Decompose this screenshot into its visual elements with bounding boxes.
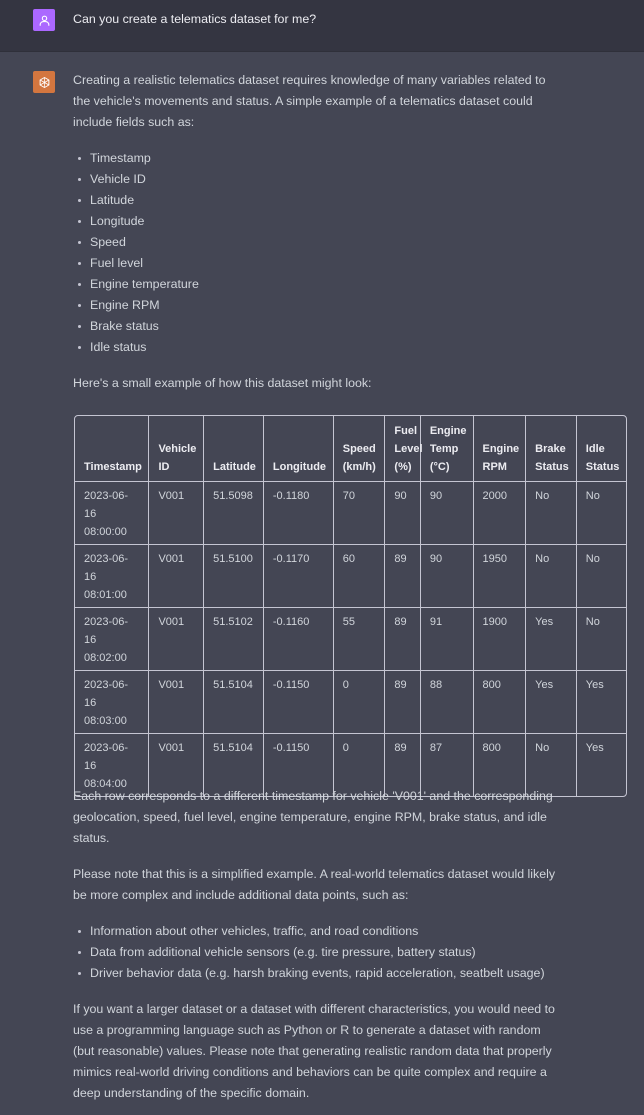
table-row	[75, 608, 626, 671]
list-item: Vehicle ID	[73, 169, 573, 190]
table-cell: Yes	[526, 671, 577, 734]
person-icon	[38, 14, 51, 27]
row-explanation: Each row corresponds to a different timestamp for vehicle 'V001' and the corresponding geolocation, speed, fuel level, engine temperature, engine RPM, brake status, and idle status.	[73, 789, 553, 845]
table-cell: 2023-06-16 08:00:00	[75, 482, 149, 545]
table-cell: 51.5098	[204, 482, 264, 545]
table-cell: 51.5104	[204, 734, 264, 797]
table-cell: 1950	[473, 545, 526, 608]
table-cell: 0	[333, 671, 385, 734]
table-cell: 89	[385, 734, 420, 797]
table-header: Timestamp	[75, 416, 149, 482]
table-cell: 800	[473, 671, 526, 734]
table-cell: No	[576, 608, 626, 671]
table-cell: 51.5100	[204, 545, 264, 608]
list-item: Speed	[73, 232, 573, 253]
table-cell: 51.5104	[204, 671, 264, 734]
table-header-row	[75, 416, 626, 482]
user-message-text: Can you create a telematics dataset for me?	[73, 12, 317, 26]
table-cell: V001	[149, 482, 204, 545]
table-cell: V001	[149, 545, 204, 608]
table-cell: No	[576, 482, 626, 545]
list-item: Engine temperature	[73, 274, 573, 295]
table-cell: 1900	[473, 608, 526, 671]
table-cell: 90	[420, 482, 473, 545]
table-cell: V001	[149, 608, 204, 671]
list-item: Information about other vehicles, traffic, and road conditions	[73, 921, 573, 942]
table-cell: -0.1160	[263, 608, 333, 671]
extras-list	[73, 921, 573, 984]
table-cell: 2023-06-16 08:02:00	[75, 608, 149, 671]
table-cell: Yes	[526, 608, 577, 671]
table-cell: Yes	[576, 671, 626, 734]
table-header: Engine RPM	[473, 416, 526, 482]
table-header: Latitude	[204, 416, 264, 482]
intro-paragraph: Creating a realistic telematics dataset requires knowledge of many variables related to the vehicle's movements and status. A simple example of a telematics dataset could include fields such as:	[73, 73, 546, 129]
table-cell: 70	[333, 482, 385, 545]
table-cell: -0.1170	[263, 545, 333, 608]
table-row	[75, 671, 626, 734]
table-cell: 90	[420, 545, 473, 608]
assistant-response-continued	[73, 786, 573, 1104]
table-cell: 2023-06-16 08:03:00	[75, 671, 149, 734]
table-cell: 0	[333, 734, 385, 797]
table-header: Idle Status	[576, 416, 626, 482]
list-item: Driver behavior data (e.g. harsh braking events, rapid acceleration, seatbelt usage)	[73, 963, 573, 984]
table-cell: 89	[385, 545, 420, 608]
table-cell: V001	[149, 734, 204, 797]
table-cell: 800	[473, 734, 526, 797]
fields-list	[73, 148, 573, 358]
assistant-response	[73, 70, 573, 394]
table-cell: 90	[385, 482, 420, 545]
table-cell: No	[526, 545, 577, 608]
table-cell: No	[526, 734, 577, 797]
table-cell: 55	[333, 608, 385, 671]
table-cell: 89	[385, 608, 420, 671]
table-cell: -0.1150	[263, 671, 333, 734]
table-cell: No	[526, 482, 577, 545]
note-paragraph: Please note that this is a simplified example. A real-world telematics dataset would likely be more complex and include additional data points, such as:	[73, 867, 556, 902]
table-header: Vehicle ID	[149, 416, 204, 482]
table-header: Fuel Level (%)	[385, 416, 420, 482]
list-item: Timestamp	[73, 148, 573, 169]
table-cell: 60	[333, 545, 385, 608]
list-item: Brake status	[73, 316, 573, 337]
table-cell: V001	[149, 671, 204, 734]
table-cell: No	[576, 545, 626, 608]
table-cell: 87	[420, 734, 473, 797]
table-cell: 51.5102	[204, 608, 264, 671]
closing-paragraph: If you want a larger dataset or a dataset with different characteristics, you would need to use a programming language such as Python or R to generate a dataset with random (but reasonable) values. Please note that generating realistic random data that properly mimics real-world driving conditions and behaviors can be quite complex and require a deep understanding of the specific domain.	[73, 1002, 555, 1100]
user-message-row	[0, 0, 644, 52]
table-cell: -0.1150	[263, 734, 333, 797]
table-cell: 88	[420, 671, 473, 734]
assistant-avatar	[33, 71, 55, 93]
table-row	[75, 482, 626, 545]
table-cell: 2023-06-16 08:01:00	[75, 545, 149, 608]
table-header: Engine Temp (°C)	[420, 416, 473, 482]
telematics-table	[74, 415, 627, 797]
table-header: Brake Status	[526, 416, 577, 482]
openai-logo-icon	[37, 75, 52, 90]
table-header: Speed (km/h)	[333, 416, 385, 482]
table-cell: Yes	[585, 742, 604, 754]
list-item: Latitude	[73, 190, 573, 211]
table-row	[75, 545, 626, 608]
table-cell: 89	[385, 671, 420, 734]
list-item: Longitude	[73, 211, 573, 232]
list-item: Idle status	[73, 337, 573, 358]
table-cell: -0.1180	[263, 482, 333, 545]
user-avatar	[33, 9, 55, 31]
example-intro: Here's a small example of how this dataset might look:	[73, 376, 372, 390]
table-header: Longitude	[263, 416, 333, 482]
table-cell: 91	[420, 608, 473, 671]
list-item: Engine RPM	[73, 295, 573, 316]
list-item: Data from additional vehicle sensors (e.g. tire pressure, battery status)	[73, 942, 573, 963]
list-item: Fuel level	[73, 253, 573, 274]
table-cell: 2000	[473, 482, 526, 545]
table-cell: 2023-06-16 08:04:00	[75, 734, 149, 797]
